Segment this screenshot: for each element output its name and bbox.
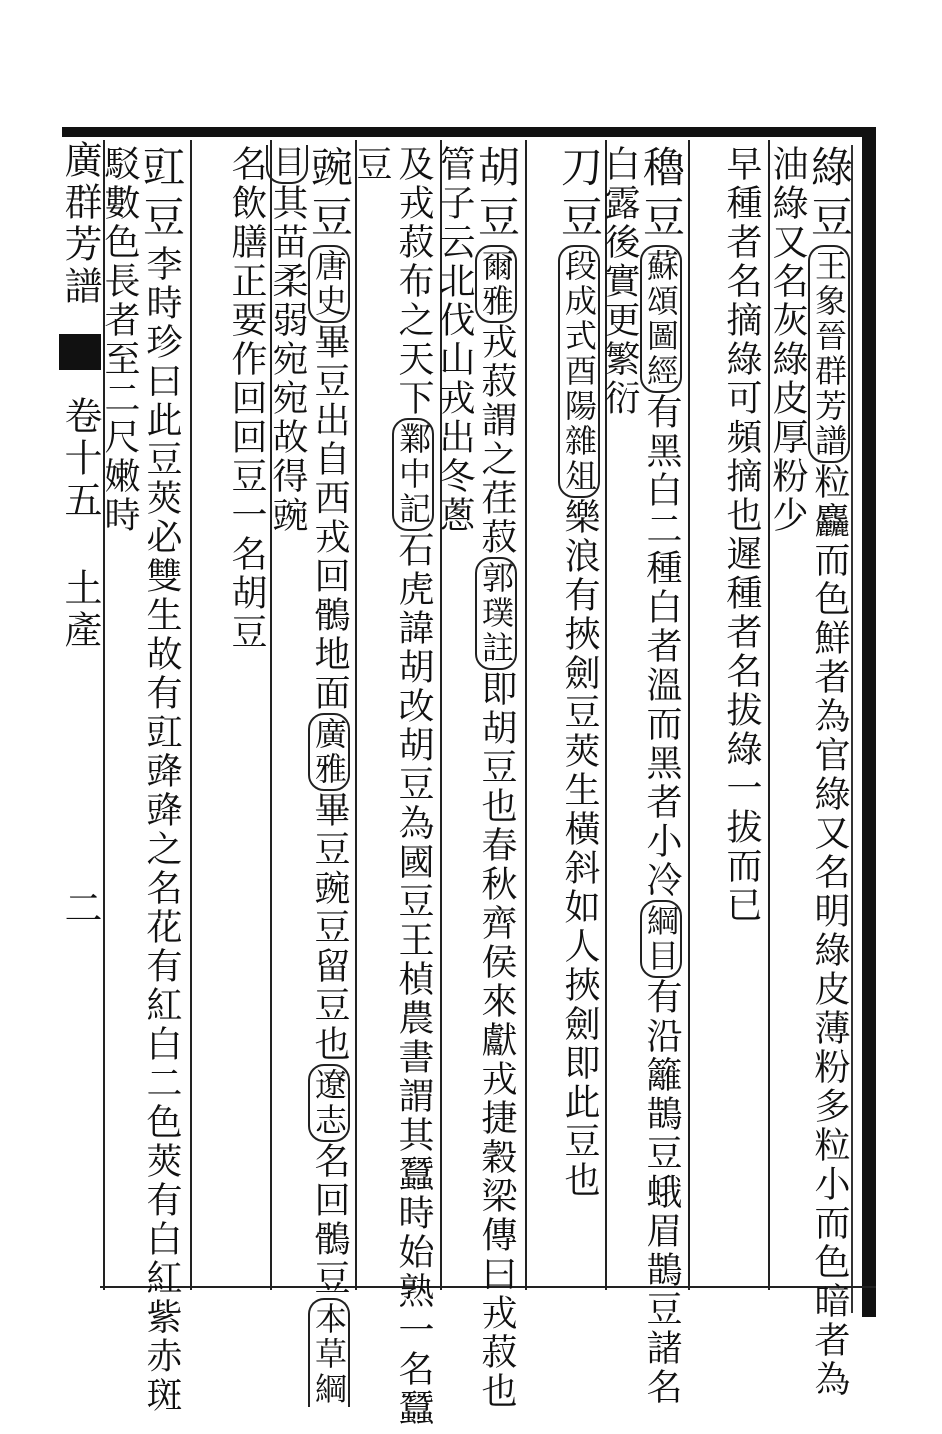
source-citation: 綱目 — [640, 900, 682, 978]
body-text: 白二色莢有白紅紫赤斑駁數色長者至二尺嫩時 — [99, 145, 182, 1415]
source-citation: 廣雅 — [308, 713, 350, 791]
column-lu-dou-2 — [599, 145, 686, 1434]
black-fishtail-mark — [59, 334, 101, 370]
body-text: 名回鶻豆 — [309, 1142, 350, 1298]
page-margin — [58, 140, 102, 930]
source-citation: 段成式酉陽雜俎 — [558, 245, 600, 498]
source-citation: 本草綱目 — [268, 145, 348, 1407]
source-citation: 蘇頌圖經 — [640, 245, 682, 393]
body-text: 粒麤而色鮮者為官綠又名明綠皮 — [809, 463, 850, 1009]
body-text: 獻戎捷穀梁傳曰戎菽也管子云北伐山戎出冬蔥 — [434, 145, 517, 1411]
book-title: 廣群芳譜 — [58, 140, 102, 308]
body-text: 薄粉多粒小而色暗者為油綠又名灰綠皮厚粉少 — [767, 145, 850, 1399]
column-jiang-dou — [99, 145, 186, 1434]
body-text: 莢生橫斜如人挾劍即此豆也 — [559, 732, 600, 1200]
source-citation: 鄴中記 — [392, 418, 434, 531]
body-text: 畢豆豌豆留豆 — [309, 791, 350, 1025]
column-dao-dou — [555, 145, 604, 1200]
column-hu-dou-cont — [351, 145, 434, 1434]
body-text: 李時珍曰此豆莢必雙生故有豇䜶䜶之名花有紅 — [141, 245, 182, 1025]
body-text: 有黑白二種白者溫而黑者小冷 — [641, 393, 682, 900]
column-lu-dou-cont — [720, 145, 762, 925]
volume-label: 卷十五 — [58, 396, 102, 523]
column-wan-dou-cont — [225, 145, 267, 652]
body-text: 畢豆出自西戎回鶻地面 — [309, 323, 350, 713]
body-text: 有沿籬鵲豆蛾眉鵲豆諸名白露後實更繁衍 — [599, 145, 682, 1407]
column-wan-dou — [267, 145, 354, 1434]
body-text: 回豆一名胡豆 — [226, 418, 267, 652]
right-border — [862, 127, 876, 1317]
body-text: 戎菽謂之荏菽 — [476, 323, 517, 557]
body-text: 石虎諱胡改胡豆 — [393, 531, 434, 804]
body-text: 也 — [309, 1025, 350, 1064]
source-citation: 王象晉群芳譜 — [808, 245, 850, 463]
body-text: 早種者名摘綠可頻摘也 — [721, 145, 762, 535]
column-hu-dou — [434, 145, 521, 1434]
entry-heading: 豇豆 — [137, 145, 186, 245]
page-number: 二 — [58, 888, 102, 931]
column-rule — [355, 140, 357, 1290]
source-citation: 郭璞註 — [475, 557, 517, 670]
body-text: 樂浪有挾劍豆 — [559, 498, 600, 732]
top-rule — [62, 127, 872, 137]
entry-heading: 穭豆 — [637, 145, 686, 245]
body-text: 遲種者名拔綠一拔而已 — [721, 535, 762, 925]
body-text: 名飲膳正要作回 — [226, 145, 267, 418]
column-lu-dou — [767, 145, 854, 1434]
body-text: 為國豆王楨農書謂其蠶時始熟一名蠶豆 — [351, 145, 434, 1428]
entry-heading: 豌豆 — [305, 145, 354, 245]
body-text: 及戎菽布之天下 — [393, 145, 434, 418]
entry-heading: 刀豆 — [555, 145, 604, 245]
source-citation: 唐史 — [308, 245, 350, 323]
column-rule — [525, 140, 527, 1290]
body-text: 其苗柔弱宛宛故得豌 — [267, 184, 308, 535]
entry-heading: 胡豆 — [472, 145, 521, 245]
right-border-inner — [851, 145, 853, 1313]
column-rule — [688, 140, 690, 1290]
source-citation: 爾雅 — [475, 245, 517, 323]
body-text: 即胡豆也春秋齊侯來 — [476, 670, 517, 1021]
entry-heading: 綠豆 — [805, 145, 854, 245]
source-citation: 遼志 — [308, 1064, 350, 1142]
column-rule — [190, 140, 192, 1290]
section-label: 土產 — [58, 568, 102, 653]
